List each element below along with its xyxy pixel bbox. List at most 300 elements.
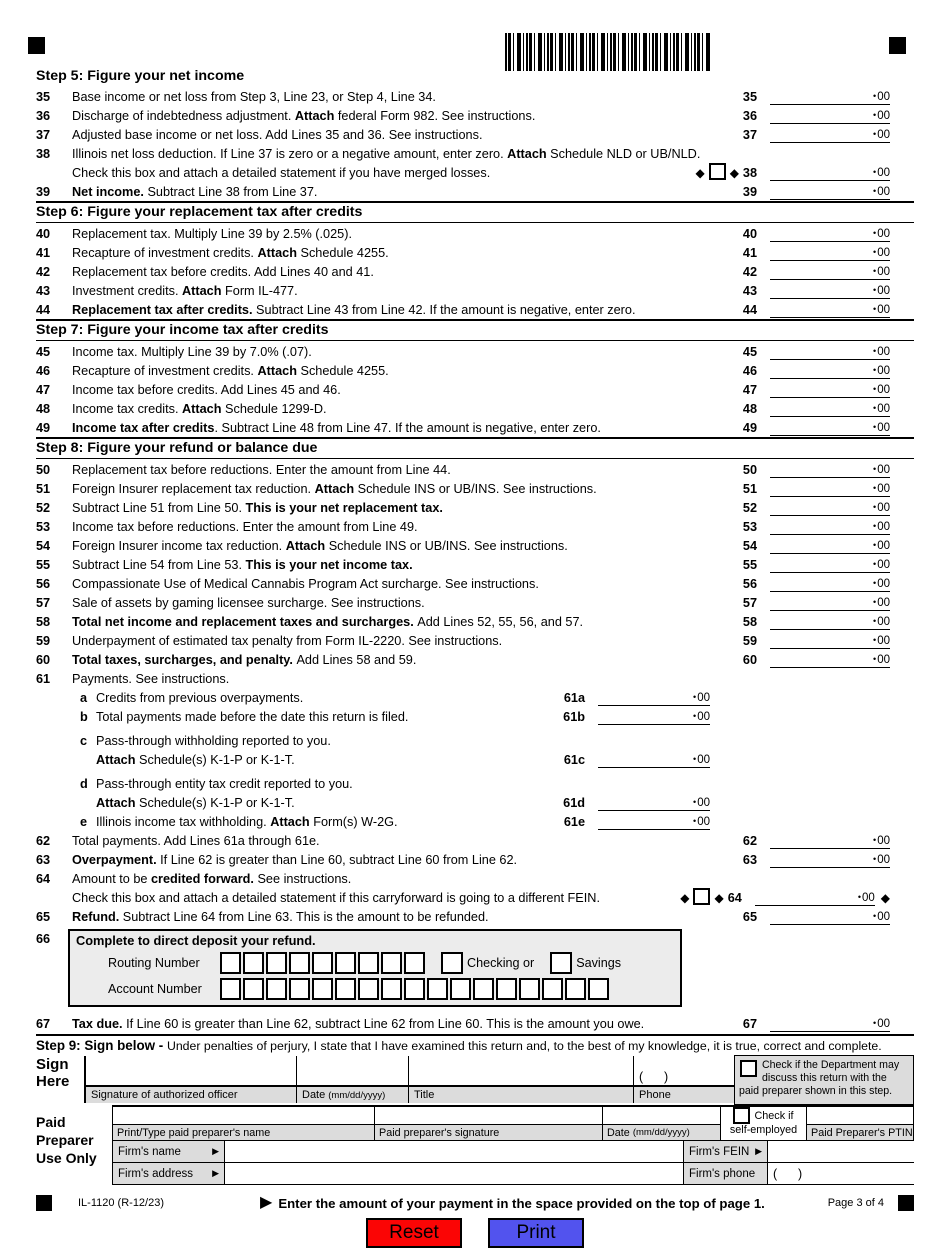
amount-input-line[interactable] (770, 422, 873, 436)
amount-line-number: 58 (742, 615, 758, 630)
amount-input-line[interactable] (770, 129, 873, 143)
form-line-row (36, 906, 914, 925)
amount-line-number: 38 (742, 166, 758, 181)
line-38-checkbox[interactable] (709, 163, 726, 180)
amount-input-line[interactable] (598, 797, 693, 811)
label-segment: Replacement tax before reductions. Enter the amount from Line 44. (72, 463, 451, 478)
amount-cents: • 00 (873, 227, 890, 242)
line-right-group (743, 577, 914, 592)
account-digit-box[interactable] (404, 978, 425, 1000)
savings-option: Savings (550, 952, 621, 974)
label-segment: Total net income and replacement taxes and surcharges. (72, 615, 418, 630)
routing-digit-box[interactable] (381, 952, 402, 974)
form-line-row (36, 811, 914, 830)
label-segment: Compassionate Use of Medical Cannabis Program Act surcharge. See instructions. (72, 577, 539, 592)
label-segment: credited forward. (151, 872, 258, 887)
step-section (36, 67, 914, 200)
line-label (72, 246, 395, 261)
line-number: 35 (36, 90, 51, 105)
form-line-row (36, 849, 914, 868)
amount-cents: • 00 (873, 853, 890, 868)
line-label (72, 421, 607, 436)
form-line-row (36, 459, 914, 478)
amount-line-number: 49 (742, 421, 758, 436)
account-digit-box[interactable] (381, 978, 402, 1000)
amount-cents: • 00 (873, 284, 890, 299)
line-number: 67 (36, 1017, 51, 1032)
amount-input-line[interactable] (770, 110, 873, 124)
line-number: 36 (36, 109, 51, 124)
line-label (72, 1017, 650, 1032)
amount-cents: • 00 (873, 345, 890, 360)
account-digit-box[interactable] (496, 978, 517, 1000)
line-label (72, 128, 489, 143)
amount-input-line[interactable] (770, 285, 873, 299)
ptin-input[interactable] (807, 1107, 913, 1124)
routing-digit-box[interactable] (220, 952, 241, 974)
line-label (72, 303, 641, 318)
line-number: 54 (36, 539, 51, 554)
form-line-row (36, 242, 914, 261)
arrow-icon: ▶ (260, 1194, 273, 1211)
amount-input-line[interactable] (770, 559, 873, 573)
amount-cents: • 00 (873, 910, 890, 925)
label-segment: Total payments. Add Lines 61a through 61e. (72, 834, 320, 849)
amount-input-line[interactable] (770, 911, 873, 925)
step-title: Step 6: Figure your replacement tax after credits (36, 201, 914, 223)
amount-field (743, 501, 890, 516)
line-number: 47 (36, 383, 51, 398)
signature-input[interactable] (86, 1056, 296, 1085)
amount-cents: • 00 (693, 796, 710, 811)
label-segment: Check this box and attach a detailed statement if you have merged losses. (72, 166, 491, 181)
label-segment: Attach (96, 753, 136, 768)
label-segment: Illinois net loss deduction. If Line 37 is zero or a negative amount, enter zero. (72, 147, 508, 162)
savings-checkbox[interactable] (550, 952, 572, 974)
account-digit-box[interactable] (450, 978, 471, 1000)
line-right-group (564, 691, 914, 706)
line-right-group (743, 634, 914, 649)
line-right-group (743, 265, 914, 280)
form-line-row (36, 417, 914, 436)
firm-phone-label: Firm's phone (684, 1163, 768, 1184)
line-number: 41 (36, 246, 51, 261)
label-segment: Subtract Line 51 from Line 50. (72, 501, 246, 516)
amount-cents: • 00 (873, 520, 890, 535)
line-number: 45 (36, 345, 51, 360)
amount-input-line[interactable] (770, 597, 873, 611)
form-line-row (36, 299, 914, 318)
amount-line-number: 55 (742, 558, 758, 573)
account-digit-box[interactable] (542, 978, 563, 1000)
amount-line-number: 44 (742, 303, 758, 318)
line-label (96, 691, 309, 706)
label-segment: Credits from previous overpayments. (96, 691, 304, 706)
amount-input-line[interactable] (770, 167, 873, 181)
amount-input-line[interactable] (770, 228, 873, 242)
label-segment: Schedule 4255. (296, 246, 389, 261)
preparer-row-1 (113, 1107, 914, 1141)
amount-cents: • 00 (873, 166, 890, 181)
amount-cents: • 00 (873, 501, 890, 516)
account-number-label: Account Number (108, 982, 202, 996)
amount-cents: • 00 (873, 558, 890, 573)
line-label (96, 710, 414, 725)
line-right-group (743, 834, 914, 849)
amount-field (728, 891, 890, 906)
amount-cents: • 00 (693, 753, 710, 768)
amount-cents: • 00 (873, 596, 890, 611)
sign-here-label (36, 1056, 86, 1103)
amount-line-number: 47 (742, 383, 758, 398)
amount-input-line[interactable] (770, 304, 873, 318)
label-segment: Subtract Line 38 from Line 37. (147, 185, 318, 200)
line-number: 43 (36, 284, 51, 299)
label-segment: Income tax before reductions. Enter the amount from Line 49. (72, 520, 418, 535)
label-segment: Form IL-477. (221, 284, 298, 299)
routing-digit-box[interactable] (335, 952, 356, 974)
amount-input-line[interactable] (770, 186, 873, 200)
line-label (72, 227, 358, 242)
amount-line-number: 37 (742, 128, 758, 143)
amount-field (743, 284, 890, 299)
label-segment: Pass-through withholding reported to you. (96, 734, 331, 749)
line-number: 62 (36, 834, 51, 849)
line-right-group (743, 910, 914, 925)
amount-field (743, 558, 890, 573)
amount-line-number: 61b (563, 710, 586, 725)
amount-cents: • 00 (858, 891, 875, 906)
account-digit-box[interactable] (266, 978, 287, 1000)
line-number: 46 (36, 364, 51, 379)
label-segment: Schedule(s) K-1-P or K-1-T. (135, 753, 295, 768)
line-label (96, 777, 359, 792)
form-line-row (36, 830, 914, 849)
routing-digit-box[interactable] (289, 952, 310, 974)
amount-line-number: 40 (742, 227, 758, 242)
step-9-section (36, 1034, 914, 1103)
form-line-row (36, 749, 914, 768)
line-right-group (743, 653, 914, 668)
line-number: 37 (36, 128, 51, 143)
amount-line-number: 65 (742, 910, 758, 925)
sign-date-input[interactable] (296, 1056, 408, 1085)
account-digit-box[interactable] (565, 978, 586, 1000)
form-line-row (36, 162, 914, 181)
preparer-row-3 (113, 1163, 914, 1185)
label-segment: federal Form 982. See instructions. (334, 109, 536, 124)
form-line-row (36, 497, 914, 516)
label-segment: Attach (270, 815, 310, 830)
form-steps (36, 67, 914, 1032)
line-label (96, 734, 337, 749)
amount-cents: • 00 (873, 402, 890, 417)
label-segment: Investment credits. (72, 284, 182, 299)
amount-cents: • 00 (873, 90, 890, 105)
amount-line-number: 56 (742, 577, 758, 592)
line-number: 63 (36, 853, 51, 868)
routing-digit-box[interactable] (243, 952, 264, 974)
line-label (72, 910, 495, 925)
amount-input-line[interactable] (770, 247, 873, 261)
line-number: 55 (36, 558, 51, 573)
form-line-row (36, 773, 914, 792)
line-right-group (743, 109, 914, 124)
amount-field (743, 90, 890, 105)
line-label (72, 166, 496, 181)
amount-cents: • 00 (873, 615, 890, 630)
form-line-row (36, 554, 914, 573)
preparer-date-cell (603, 1107, 721, 1140)
line-label (72, 147, 706, 162)
amount-input-line[interactable] (770, 365, 873, 379)
firm-address-input[interactable] (225, 1163, 684, 1184)
line-number: 66 (36, 932, 51, 946)
amount-field (743, 402, 890, 417)
account-digit-box[interactable] (243, 978, 264, 1000)
discuss-checkbox[interactable] (740, 1060, 757, 1077)
line-right-group (743, 539, 914, 554)
amount-line-number: 35 (742, 90, 758, 105)
label-segment: Sale of assets by gaming licensee surcharge. See instructions. (72, 596, 425, 611)
line-right-group (563, 710, 914, 725)
line-right-group (743, 596, 914, 611)
form-line-row (36, 687, 914, 706)
amount-cents: • 00 (873, 383, 890, 398)
amount-line-number: 61a (563, 691, 586, 706)
line-right-group (743, 520, 914, 535)
routing-digit-box[interactable] (358, 952, 379, 974)
amount-input-line[interactable] (770, 91, 873, 105)
amount-input-line[interactable] (770, 854, 873, 868)
line-64-checkbox[interactable] (693, 888, 710, 905)
perjury-statement: Under penalties of perjury, I state that I have examined this return and, to the best of my knowledge, it is true, correct and complete. (166, 1039, 882, 1053)
amount-input-line[interactable] (770, 266, 873, 280)
amount-field (743, 109, 890, 124)
form-line-row (36, 261, 914, 280)
step-9-title (36, 1034, 914, 1053)
form-line-row (36, 379, 914, 398)
account-digit-box[interactable] (473, 978, 494, 1000)
reset-button[interactable]: Reset (366, 1218, 462, 1248)
amount-field (743, 634, 890, 649)
registration-mark (28, 37, 45, 54)
account-digit-box[interactable] (427, 978, 448, 1000)
amount-input-line[interactable] (770, 483, 873, 497)
line-label (72, 284, 304, 299)
form-line-row (36, 1013, 914, 1032)
form-line-row (36, 668, 914, 687)
registration-mark (889, 37, 906, 54)
preparer-date-input[interactable] (603, 1107, 720, 1124)
account-digit-box[interactable] (312, 978, 333, 1000)
line-number: b (80, 710, 88, 725)
title-input[interactable] (408, 1056, 633, 1085)
barcode (505, 33, 710, 71)
amount-field (563, 710, 710, 725)
routing-digit-box[interactable] (404, 952, 425, 974)
amount-input-line[interactable] (770, 346, 873, 360)
label-segment: Schedule 1299-D. (221, 402, 327, 417)
step-section (36, 319, 914, 436)
amount-line-number: 67 (742, 1017, 758, 1032)
routing-digit-box[interactable] (312, 952, 333, 974)
account-digit-box[interactable] (588, 978, 609, 1000)
step-title: Step 8: Figure your refund or balance due (36, 437, 914, 459)
amount-input-line[interactable] (755, 892, 858, 906)
form-line-row (36, 398, 914, 417)
direct-deposit-box (68, 929, 682, 1007)
label-segment: Payments. See instructions. (72, 672, 230, 687)
amount-line-number: 41 (742, 246, 758, 261)
amount-cents: • 00 (873, 634, 890, 649)
amount-cents: • 00 (693, 710, 710, 725)
account-digit-box[interactable] (289, 978, 310, 1000)
line-right-group (743, 364, 914, 379)
line-number: 58 (36, 615, 51, 630)
step-9-title-bold: Step 9: Sign below - (36, 1038, 167, 1053)
form-line-row (36, 868, 914, 887)
firm-fein-label: Firm's FEIN ▶ (684, 1141, 768, 1162)
amount-input-line[interactable] (598, 711, 693, 725)
account-digit-box[interactable] (335, 978, 356, 1000)
amount-cents: • 00 (873, 128, 890, 143)
amount-input-line[interactable] (770, 616, 873, 630)
amount-line-number: 61e (563, 815, 586, 830)
line-label (72, 596, 431, 611)
routing-row (76, 952, 674, 974)
line-label (96, 815, 404, 830)
discuss-consent-box (734, 1055, 914, 1105)
amount-input-line[interactable] (770, 384, 873, 398)
diamond-icon: ◆ (729, 166, 739, 180)
line-right-group (743, 615, 914, 630)
account-digit-box[interactable] (220, 978, 241, 1000)
label-segment: Underpayment of estimated tax penalty from Form IL-2220. See instructions. (72, 634, 503, 649)
account-digit-boxes (220, 978, 609, 1000)
sign-date-label: Date (mm/dd/yyyy) (296, 1087, 408, 1103)
amount-line-number: 53 (742, 520, 758, 535)
preparer-table (112, 1105, 914, 1185)
preparer-signature-input[interactable] (375, 1107, 602, 1124)
amount-input-line[interactable] (598, 692, 693, 706)
amount-input-line[interactable] (770, 521, 873, 535)
amount-field (743, 345, 890, 360)
account-digit-box[interactable] (519, 978, 540, 1000)
form-line-row (36, 223, 914, 242)
line-right-group (743, 383, 914, 398)
line-number: 64 (36, 872, 51, 887)
line-label (72, 501, 449, 516)
amount-line-number: 61c (563, 753, 586, 768)
amount-input-line[interactable] (598, 754, 693, 768)
sign-title-label: Title (408, 1087, 633, 1103)
phone-parens: ( ) (639, 1070, 669, 1084)
label-segment: Attach (182, 402, 222, 417)
label-segment: Schedule INS or UB/INS. See instructions. (325, 539, 568, 554)
amount-input-line[interactable] (770, 835, 873, 849)
label-segment: Income tax credits. (72, 402, 182, 417)
amount-input-line[interactable] (770, 635, 873, 649)
checking-checkbox[interactable] (441, 952, 463, 974)
label-segment: Total payments made before the date this return is filed. (96, 710, 409, 725)
line-right-group (691, 163, 914, 181)
label-segment: Add Lines 58 and 59. (296, 653, 417, 668)
checking-option: Checking or (441, 952, 534, 974)
form-line-row (36, 573, 914, 592)
registration-mark (36, 1195, 52, 1211)
label-segment: Illinois income tax withholding. (96, 815, 271, 830)
preparer-name-input[interactable] (113, 1107, 374, 1124)
amount-input-line[interactable] (770, 540, 873, 554)
line-right-group (563, 796, 914, 811)
line-number: 49 (36, 421, 51, 436)
amount-input-line[interactable] (598, 816, 693, 830)
form-line-row (36, 792, 914, 811)
line-number: 42 (36, 265, 51, 280)
amount-line-number: 62 (742, 834, 758, 849)
amount-input-line[interactable] (770, 654, 873, 668)
form-line-row (36, 280, 914, 299)
amount-input-line[interactable] (770, 1018, 873, 1032)
amount-input-line[interactable] (770, 464, 873, 478)
amount-input-line[interactable] (770, 403, 873, 417)
self-employed-checkbox[interactable] (733, 1107, 750, 1124)
line-label (96, 796, 301, 811)
label-segment: Refund. (72, 910, 123, 925)
label-segment: Replacement tax after credits. (72, 303, 257, 318)
form-line-row (36, 592, 914, 611)
preparer-name-label: Print/Type paid preparer's name (113, 1124, 374, 1140)
line-number: c (80, 734, 88, 749)
routing-digit-box[interactable] (266, 952, 287, 974)
print-button[interactable]: Print (488, 1218, 584, 1248)
line-number: 61 (36, 672, 51, 687)
form-line-row (36, 730, 914, 749)
line-number: 59 (36, 634, 51, 649)
paid-preparer-heading: Paid Preparer Use Only (36, 1114, 97, 1167)
line-right-group (743, 246, 914, 261)
firm-fein-input[interactable] (768, 1141, 914, 1162)
label-segment: Recapture of investment credits. (72, 246, 258, 261)
amount-line-number: 48 (742, 402, 758, 417)
line-label (72, 364, 395, 379)
amount-cents: • 00 (873, 834, 890, 849)
label-segment: Adjusted base income or net loss. Add Lines 35 and 36. See instructions. (72, 128, 483, 143)
preparer-signature-label: Paid preparer's signature (375, 1124, 602, 1140)
account-digit-box[interactable] (358, 978, 379, 1000)
form-line-row (36, 478, 914, 497)
firm-name-input[interactable] (225, 1141, 684, 1162)
line-number: a (80, 691, 88, 706)
firm-phone-input[interactable] (768, 1163, 914, 1184)
amount-field (743, 615, 890, 630)
amount-line-number: 42 (742, 265, 758, 280)
form-line-row (36, 649, 914, 668)
amount-cents: • 00 (873, 463, 890, 478)
line-right-group (743, 90, 914, 105)
label-segment: Base income or net loss from Step 3, Line 23, or Step 4, Line 34. (72, 90, 436, 105)
sign-phone-label: Phone (633, 1087, 914, 1103)
amount-input-line[interactable] (770, 502, 873, 516)
line-label (72, 520, 424, 535)
form-line-row (36, 360, 914, 379)
phone-parens: ( ) (773, 1166, 803, 1181)
discuss-text: Check if the Department may discuss this return with the paid preparer shown in this step. (739, 1059, 900, 1097)
amount-input-line[interactable] (770, 578, 873, 592)
label-segment: Net income. (72, 185, 148, 200)
form-line-row (36, 630, 914, 649)
